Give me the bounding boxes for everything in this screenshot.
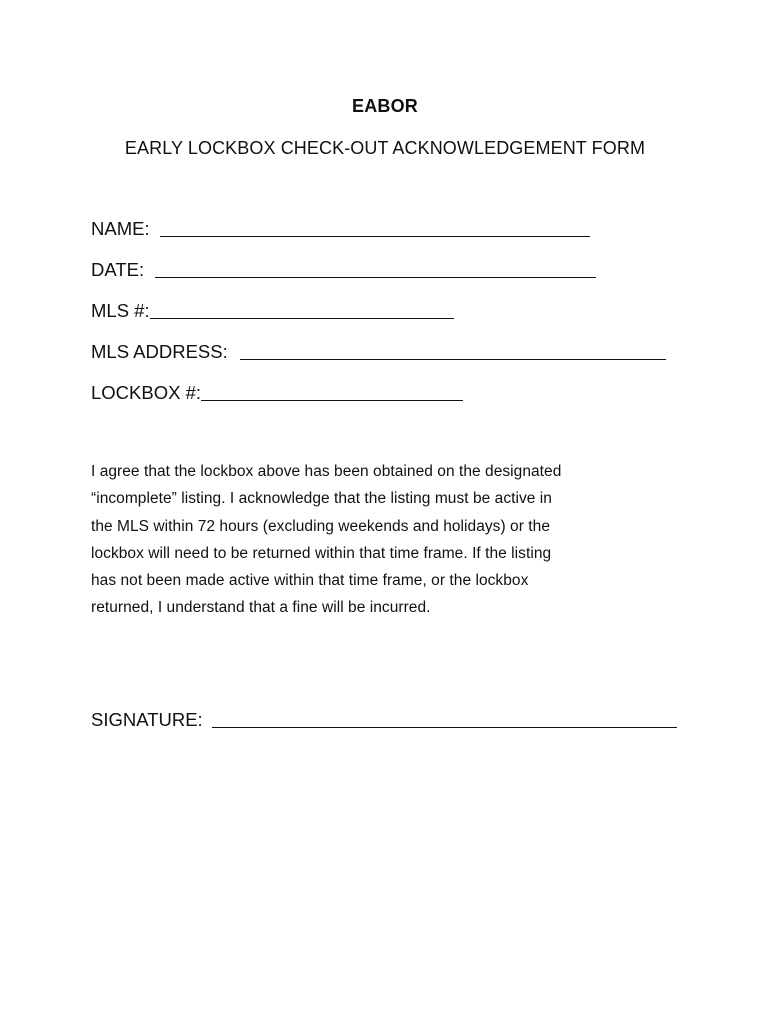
signature-label: SIGNATURE: (91, 709, 203, 730)
agreement-line: lockbox will need to be returned within that time frame. If the listing (91, 544, 552, 562)
organization-title: EABOR (351, 96, 418, 116)
lockbox-number-field (91, 382, 691, 423)
date-field (91, 259, 691, 300)
signature-field (91, 709, 677, 731)
date-blank-line[interactable] (155, 261, 596, 278)
name-field (91, 218, 691, 259)
agreement-paragraph (91, 458, 691, 622)
signature-blank-line[interactable] (212, 711, 677, 728)
form-title: EARLY LOCKBOX CHECK-OUT ACKNOWLEDGEMENT FORM (124, 138, 646, 158)
mls-address-label: MLS ADDRESS: (91, 341, 228, 362)
date-label: DATE: (91, 259, 145, 280)
name-blank-line[interactable] (160, 220, 590, 237)
agreement-line: returned, I understand that a fine will be incurred. (91, 599, 431, 617)
mls-number-label: MLS #: (91, 300, 150, 321)
agreement-line: the MLS within 72 hours (excluding weekends and holidays) or the (91, 517, 550, 535)
mls-address-field (91, 341, 691, 382)
lockbox-number-label: LOCKBOX #: (91, 382, 202, 403)
agreement-line: I agree that the lockbox above has been obtained on the designated (91, 463, 562, 480)
mls-address-blank-line[interactable] (240, 343, 666, 360)
agreement-line: has not been made active within that time frame, or the lockbox (91, 572, 529, 590)
mls-number-blank-line[interactable] (150, 302, 454, 319)
form-fields (91, 218, 691, 423)
agreement-line: “incomplete” listing. I acknowledge that the listing must be active in (91, 490, 552, 508)
name-label: NAME: (91, 218, 150, 239)
mls-number-field (91, 300, 691, 341)
lockbox-number-blank-line[interactable] (201, 384, 463, 401)
